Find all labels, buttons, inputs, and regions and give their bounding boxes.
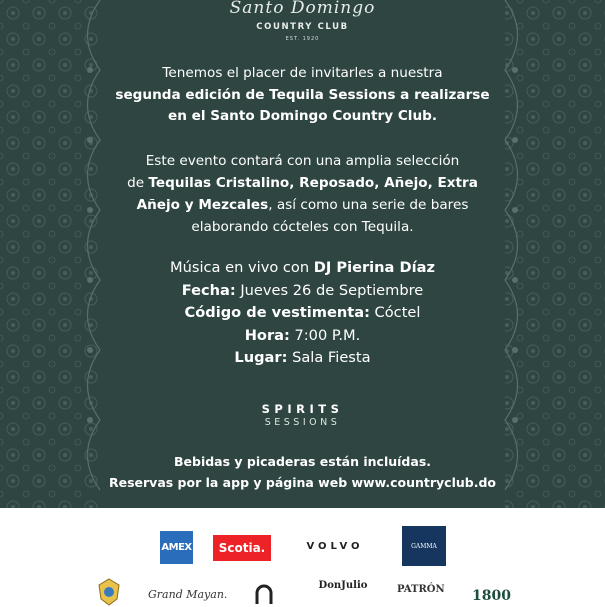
time-line: Hora: 7:00 P.M. bbox=[244, 326, 361, 344]
scotia-logo: Scotia. bbox=[213, 535, 271, 561]
don-julio-logo: DonJulio bbox=[318, 580, 368, 591]
intro-line-1: Tenemos el placer de invitarles a nuestra bbox=[162, 65, 443, 81]
volvo-logo: VOLVO bbox=[306, 541, 364, 552]
tequila-1800-logo: 1800 bbox=[472, 588, 511, 604]
club-logo-est: EST. 1920 bbox=[285, 36, 320, 42]
intro-line-2: segunda edición de Tequila Sessions a realizarse bbox=[115, 86, 490, 103]
reservations-note: Reservas por la app y página web www.countryclub.do bbox=[109, 475, 496, 490]
details-line-4: elaborando cócteles con Tequila. bbox=[191, 219, 414, 235]
music-line: Música en vivo con DJ Pierina Díaz bbox=[170, 259, 435, 276]
crest-icon bbox=[95, 577, 123, 607]
date-line: Fecha: Jueves 26 de Septiembre bbox=[181, 281, 424, 299]
place-line: Lugar: Sala Fiesta bbox=[234, 349, 371, 366]
gamma-logo: GAMMA bbox=[402, 526, 446, 566]
sessions-logo-text: SESSIONS bbox=[264, 417, 341, 428]
dress-code-line: Código de vestimenta: Cóctel bbox=[184, 304, 421, 321]
intro-line-3: en el Santo Domingo Country Club. bbox=[167, 108, 438, 124]
intro-paragraph bbox=[0, 63, 605, 128]
grand-mayan-logo: Grand Mayan. bbox=[148, 588, 228, 601]
horseshoe-icon bbox=[250, 582, 278, 606]
details-line-3: Añejo y Mezcales, así como una serie de bares bbox=[136, 197, 469, 213]
details-line-1: Este evento contará con una amplia selección bbox=[145, 153, 460, 169]
event-info bbox=[0, 257, 605, 370]
club-logo-script: Santo Domingo bbox=[229, 0, 376, 18]
included-note: Bebidas y picaderas están incluídas. bbox=[173, 454, 432, 469]
details-line-2: de Tequilas Cristalino, Reposado, Añejo, Extra bbox=[127, 175, 478, 191]
amex-logo: AMEX bbox=[160, 531, 193, 564]
spirits-logo-text: SPIRITS bbox=[261, 402, 344, 416]
details-paragraph bbox=[0, 150, 605, 238]
club-logo-name: COUNTRY CLUB bbox=[256, 22, 349, 32]
patron-logo: PATRÓN bbox=[397, 584, 445, 595]
